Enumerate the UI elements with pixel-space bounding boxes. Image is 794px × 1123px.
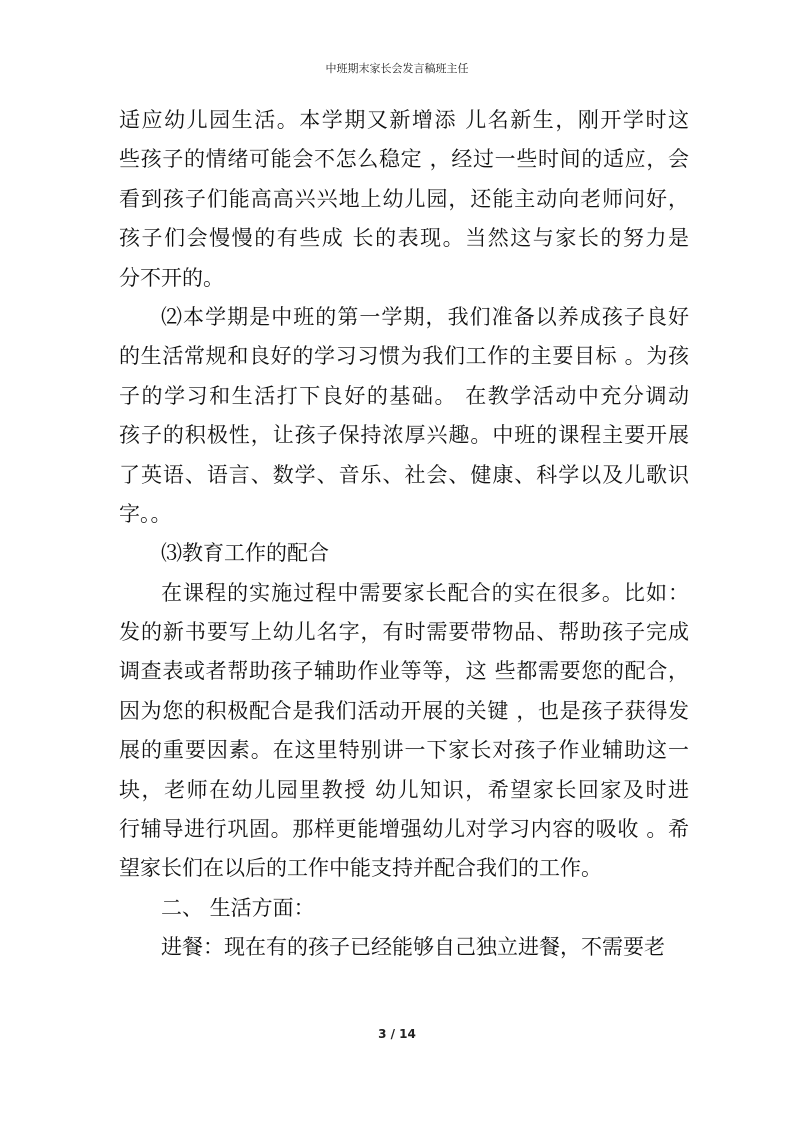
text-line: 因为您的积极配合是我们活动开展的关键 ，也是孩子获得发 bbox=[119, 698, 689, 723]
text-line: 望家长们在以后的工作中能支持并配合我们的工作。 bbox=[119, 856, 602, 881]
text-line: 发的新书要写上幼儿名字，有时需要带物品、帮助孩子完成 bbox=[119, 620, 689, 645]
text-line: 孩子们会慢慢的有些成 长的表现。当然这与家长的努力是 bbox=[119, 226, 689, 251]
text-line: 看到孩子们能高高兴兴地上幼儿园，还能主动向老师问好， bbox=[119, 186, 689, 211]
text-line: 调查表或者帮助孩子辅助作业等等，这 些都需要您的配合， bbox=[119, 659, 689, 684]
page-header: 中班期末家长会发言稿班主任 bbox=[325, 62, 469, 75]
text-line: 子的学习和生活打下良好的基础。 在教学活动中充分调动 bbox=[119, 383, 689, 408]
text-line: 孩子的积极性，让孩子保持浓厚兴趣。中班的课程主要开展 bbox=[119, 423, 689, 448]
text-line: 在课程的实施过程中需要家长配合的实在很多。比如： bbox=[161, 580, 689, 605]
text-line: ⑵本学期是中班的第一学期，我们准备以养成孩子良好 bbox=[161, 304, 689, 329]
text-line: 字。。 bbox=[119, 501, 172, 526]
text-line: 些孩子的情绪可能会不怎么稳定 ，经过一些时间的适应，会 bbox=[119, 147, 689, 172]
text-line: 分不开的。 bbox=[119, 265, 224, 290]
section-heading: ⑶教育工作的配合 bbox=[161, 541, 329, 566]
text-line: 行辅导进行巩固。那样更能增强幼儿对学习内容的吸收 。希 bbox=[119, 817, 689, 842]
text-line: 的生活常规和良好的学习习惯为我们工作的主要目标 。为孩 bbox=[119, 344, 689, 369]
text-line: 块，老师在幼儿园里教授 幼儿知识，希望家长回家及时进 bbox=[119, 777, 689, 802]
text-line: 展的重要因素。在这里特别讲一下家长对孩子作业辅助这一 bbox=[119, 738, 689, 763]
text-line: 进餐：现在有的孩子已经能够自己独立进餐，不需要老 bbox=[161, 935, 665, 960]
text-line: 适应幼儿园生活。本学期又新增添 儿名新生，刚开学时这 bbox=[119, 108, 689, 132]
text-line: 了英语、语言、数学、音乐、社会、健康、科学以及儿歌识 bbox=[119, 462, 689, 487]
section-heading: 二、 生活方面： bbox=[161, 895, 315, 920]
page-number: 3 / 14 bbox=[378, 1027, 416, 1041]
document-body bbox=[119, 101, 689, 968]
